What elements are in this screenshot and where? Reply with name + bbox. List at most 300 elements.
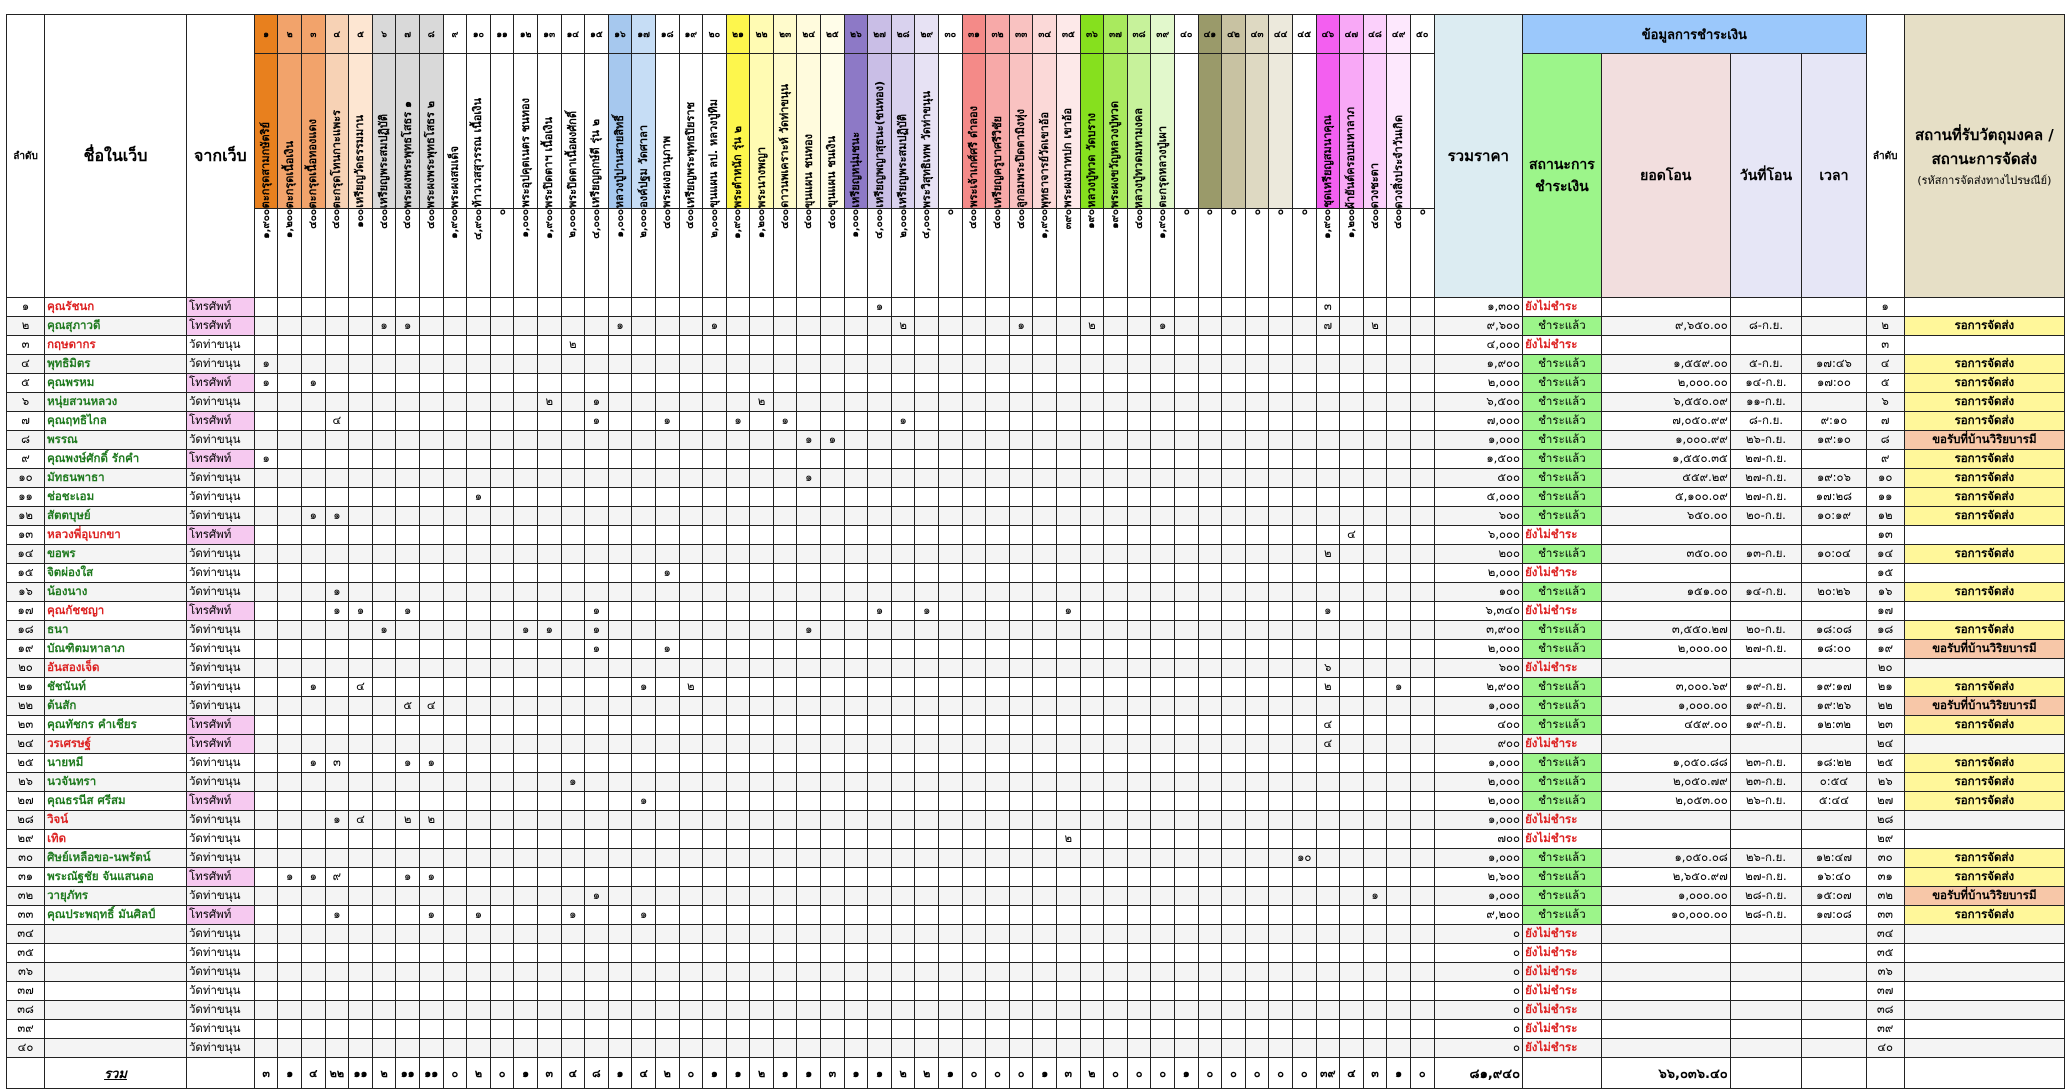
qty-cell[interactable] [962,621,986,640]
qty-cell[interactable] [1174,336,1198,355]
qty-cell[interactable] [585,735,609,754]
qty-cell[interactable] [915,640,939,659]
table-row[interactable] [7,1020,2065,1039]
qty-cell[interactable] [1080,963,1104,982]
row-time[interactable]: ๒๐:๒๖ [1802,583,1866,602]
row-pay-status[interactable]: ยังไม่ชำระ [1523,830,1602,849]
qty-cell[interactable] [632,526,656,545]
qty-cell[interactable] [726,1039,750,1058]
qty-cell[interactable] [915,583,939,602]
qty-cell[interactable] [396,583,420,602]
qty-cell[interactable] [703,811,727,830]
qty-cell[interactable] [1269,583,1293,602]
qty-cell[interactable] [1363,754,1387,773]
qty-cell[interactable] [1245,526,1269,545]
qty-cell[interactable] [372,678,396,697]
qty-cell[interactable] [1387,944,1411,963]
qty-cell[interactable] [868,507,892,526]
qty-cell[interactable] [1057,792,1081,811]
row-source[interactable]: โทรศัพท์ [186,298,254,317]
qty-cell[interactable] [962,735,986,754]
qty-cell[interactable] [632,317,656,336]
qty-cell[interactable] [1127,640,1151,659]
qty-cell[interactable] [467,564,491,583]
qty-cell[interactable] [585,716,609,735]
qty-cell[interactable] [1174,374,1198,393]
qty-cell[interactable] [1316,621,1340,640]
qty-cell[interactable] [278,944,302,963]
qty-cell[interactable] [915,735,939,754]
qty-cell[interactable] [537,602,561,621]
qty-cell[interactable] [1198,735,1222,754]
qty-cell[interactable] [750,298,774,317]
qty-cell[interactable] [278,355,302,374]
qty-cell[interactable] [608,735,632,754]
qty-cell[interactable] [419,583,443,602]
qty-cell[interactable] [703,906,727,925]
qty-cell[interactable] [302,564,326,583]
row-date[interactable] [1730,925,1801,944]
qty-cell[interactable] [986,1001,1010,1020]
qty-cell[interactable]: ๔ [1316,735,1340,754]
qty-cell[interactable] [1269,469,1293,488]
qty-cell[interactable] [962,545,986,564]
qty-cell[interactable] [1198,602,1222,621]
qty-cell[interactable] [514,298,538,317]
row-pay-status[interactable]: ยังไม่ชำระ [1523,963,1602,982]
qty-cell[interactable]: ๑ [797,431,821,450]
qty-cell[interactable] [585,849,609,868]
qty-cell[interactable] [608,773,632,792]
qty-cell[interactable] [750,906,774,925]
qty-cell[interactable] [537,507,561,526]
qty-cell[interactable] [608,583,632,602]
qty-cell[interactable] [396,621,420,640]
qty-cell[interactable] [419,773,443,792]
table-row[interactable] [7,792,2065,811]
qty-cell[interactable] [915,868,939,887]
qty-cell[interactable] [561,735,585,754]
row-date[interactable]: ๑๔-ก.ย. [1730,374,1801,393]
row-time[interactable] [1802,450,1866,469]
qty-cell[interactable] [891,621,915,640]
qty-cell[interactable] [349,640,373,659]
qty-cell[interactable] [1127,963,1151,982]
qty-cell[interactable] [1292,545,1316,564]
qty-cell[interactable] [915,450,939,469]
qty-cell[interactable] [1151,507,1175,526]
qty-cell[interactable] [1174,697,1198,716]
qty-cell[interactable] [1222,982,1246,1001]
row-date[interactable]: ๒๖-ก.ย. [1730,431,1801,450]
qty-cell[interactable] [962,906,986,925]
qty-cell[interactable] [773,507,797,526]
qty-cell[interactable] [1316,583,1340,602]
qty-cell[interactable] [490,450,514,469]
qty-cell[interactable] [585,545,609,564]
qty-cell[interactable] [632,754,656,773]
qty-cell[interactable] [986,507,1010,526]
qty-cell[interactable] [585,678,609,697]
qty-cell[interactable] [703,697,727,716]
qty-cell[interactable] [750,450,774,469]
qty-cell[interactable] [1080,355,1104,374]
qty-cell[interactable] [349,944,373,963]
qty-cell[interactable] [561,1001,585,1020]
qty-cell[interactable] [1387,849,1411,868]
qty-cell[interactable] [585,773,609,792]
qty-cell[interactable] [608,754,632,773]
qty-cell[interactable] [632,450,656,469]
qty-cell[interactable] [679,336,703,355]
row-pay-status[interactable]: ชำระแล้ว [1523,431,1602,450]
qty-cell[interactable] [962,336,986,355]
qty-cell[interactable] [1127,469,1151,488]
qty-cell[interactable] [679,887,703,906]
qty-cell[interactable] [1174,602,1198,621]
qty-cell[interactable] [302,925,326,944]
qty-cell[interactable] [1057,640,1081,659]
qty-cell[interactable] [655,811,679,830]
row-name[interactable]: ขอพร [45,545,187,564]
qty-cell[interactable] [962,298,986,317]
row-pay-status[interactable]: ชำระแล้ว [1523,640,1602,659]
qty-cell[interactable] [915,336,939,355]
qty-cell[interactable] [1127,1001,1151,1020]
qty-cell[interactable]: ๑ [1363,887,1387,906]
row-time[interactable] [1802,1020,1866,1039]
qty-cell[interactable] [632,868,656,887]
qty-cell[interactable] [278,773,302,792]
qty-cell[interactable] [773,564,797,583]
qty-cell[interactable] [585,355,609,374]
qty-cell[interactable] [939,469,963,488]
qty-cell[interactable] [1245,1039,1269,1058]
qty-cell[interactable]: ๑ [396,868,420,887]
qty-cell[interactable] [962,963,986,982]
qty-cell[interactable] [561,602,585,621]
qty-cell[interactable] [1245,868,1269,887]
qty-cell[interactable] [821,602,845,621]
qty-cell[interactable] [372,963,396,982]
row-name[interactable]: เทิด [45,830,187,849]
qty-cell[interactable] [1245,488,1269,507]
qty-cell[interactable] [868,374,892,393]
row-time[interactable]: ๑๗:๒๘ [1802,488,1866,507]
qty-cell[interactable] [1410,925,1434,944]
qty-cell[interactable]: ๑ [325,602,349,621]
row-name[interactable] [45,1020,187,1039]
qty-cell[interactable] [1080,298,1104,317]
qty-cell[interactable] [1057,469,1081,488]
qty-cell[interactable] [537,1001,561,1020]
row-ship-status[interactable]: รอการจัดส่ง [1904,450,2064,469]
qty-cell[interactable] [372,868,396,887]
qty-cell[interactable] [514,1039,538,1058]
qty-cell[interactable]: ๓ [1316,298,1340,317]
qty-cell[interactable] [325,374,349,393]
qty-cell[interactable] [325,1039,349,1058]
qty-cell[interactable] [1316,526,1340,545]
row-date[interactable]: ๒๗-ก.ย. [1730,868,1801,887]
qty-cell[interactable] [1340,697,1364,716]
qty-cell[interactable] [1033,906,1057,925]
qty-cell[interactable] [797,849,821,868]
qty-cell[interactable] [514,564,538,583]
row-date[interactable] [1730,336,1801,355]
row-date[interactable]: ๑๙-ก.ย. [1730,716,1801,735]
qty-cell[interactable] [821,469,845,488]
row-time[interactable] [1802,298,1866,317]
qty-cell[interactable] [325,697,349,716]
row-ship-status[interactable]: ขอรับที่บ้านวิริยบารมี [1904,640,2064,659]
qty-cell[interactable]: ๒ [1080,317,1104,336]
qty-cell[interactable] [1080,431,1104,450]
qty-cell[interactable] [467,792,491,811]
qty-cell[interactable] [1151,754,1175,773]
qty-cell[interactable] [585,697,609,716]
qty-cell[interactable] [1340,925,1364,944]
qty-cell[interactable] [915,298,939,317]
qty-cell[interactable] [514,792,538,811]
qty-cell[interactable] [773,1001,797,1020]
qty-cell[interactable] [1009,716,1033,735]
qty-cell[interactable] [467,298,491,317]
qty-cell[interactable]: ๑ [325,811,349,830]
qty-cell[interactable] [396,944,420,963]
qty-cell[interactable] [1222,545,1246,564]
qty-cell[interactable] [278,792,302,811]
row-time[interactable] [1802,944,1866,963]
qty-cell[interactable] [419,849,443,868]
qty-cell[interactable] [1269,754,1293,773]
qty-cell[interactable] [986,944,1010,963]
qty-cell[interactable] [939,298,963,317]
qty-cell[interactable] [939,887,963,906]
qty-cell[interactable] [278,564,302,583]
qty-cell[interactable] [1222,735,1246,754]
qty-cell[interactable] [537,298,561,317]
qty-cell[interactable] [655,450,679,469]
qty-cell[interactable] [1033,887,1057,906]
qty-cell[interactable] [1033,317,1057,336]
qty-cell[interactable] [1316,773,1340,792]
qty-cell[interactable] [396,773,420,792]
qty-cell[interactable] [891,868,915,887]
qty-cell[interactable] [1222,412,1246,431]
qty-cell[interactable] [797,773,821,792]
row-name[interactable]: มัทธนพาธา [45,469,187,488]
qty-cell[interactable] [703,298,727,317]
qty-cell[interactable] [1198,982,1222,1001]
row-source[interactable]: โทรศัพท์ [186,868,254,887]
qty-cell[interactable] [773,393,797,412]
qty-cell[interactable] [1269,412,1293,431]
qty-cell[interactable] [1245,412,1269,431]
qty-cell[interactable] [419,944,443,963]
qty-cell[interactable] [1198,507,1222,526]
qty-cell[interactable] [632,982,656,1001]
table-row[interactable] [7,1039,2065,1058]
qty-cell[interactable] [1057,507,1081,526]
qty-cell[interactable] [1057,716,1081,735]
qty-cell[interactable] [797,811,821,830]
row-pay-status[interactable]: ชำระแล้ว [1523,393,1602,412]
qty-cell[interactable] [750,697,774,716]
qty-cell[interactable] [891,1039,915,1058]
qty-cell[interactable] [962,583,986,602]
qty-cell[interactable] [797,507,821,526]
qty-cell[interactable] [396,526,420,545]
qty-cell[interactable] [773,317,797,336]
qty-cell[interactable] [632,887,656,906]
qty-cell[interactable] [986,811,1010,830]
qty-cell[interactable] [655,925,679,944]
qty-cell[interactable] [1292,982,1316,1001]
qty-cell[interactable] [537,754,561,773]
qty-cell[interactable] [1245,735,1269,754]
qty-cell[interactable] [1340,355,1364,374]
qty-cell[interactable] [1292,1039,1316,1058]
qty-cell[interactable]: ๔ [1316,716,1340,735]
row-date[interactable]: ๒๐-ก.ย. [1730,621,1801,640]
qty-cell[interactable] [915,412,939,431]
qty-cell[interactable] [962,469,986,488]
qty-cell[interactable] [1340,716,1364,735]
qty-cell[interactable] [1410,298,1434,317]
qty-cell[interactable] [726,488,750,507]
qty-cell[interactable] [325,659,349,678]
qty-cell[interactable] [254,336,278,355]
qty-cell[interactable] [443,868,467,887]
qty-cell[interactable] [1198,317,1222,336]
qty-cell[interactable] [773,868,797,887]
qty-cell[interactable] [537,697,561,716]
qty-cell[interactable] [1222,621,1246,640]
qty-cell[interactable] [1009,982,1033,1001]
qty-cell[interactable] [1198,374,1222,393]
qty-cell[interactable] [1269,355,1293,374]
qty-cell[interactable] [1127,773,1151,792]
qty-cell[interactable] [1057,754,1081,773]
qty-cell[interactable] [655,526,679,545]
qty-cell[interactable] [1340,659,1364,678]
row-source[interactable]: วัดท่าขนุน [186,754,254,773]
qty-cell[interactable] [679,716,703,735]
qty-cell[interactable] [278,1001,302,1020]
qty-cell[interactable] [585,1001,609,1020]
qty-cell[interactable] [655,1001,679,1020]
qty-cell[interactable] [891,716,915,735]
qty-cell[interactable] [939,602,963,621]
qty-cell[interactable] [467,868,491,887]
qty-cell[interactable] [1222,887,1246,906]
qty-cell[interactable] [1245,393,1269,412]
qty-cell[interactable]: ๑ [396,754,420,773]
qty-cell[interactable] [254,830,278,849]
qty-cell[interactable] [1080,830,1104,849]
qty-cell[interactable] [1387,792,1411,811]
qty-cell[interactable] [1198,849,1222,868]
qty-cell[interactable] [844,982,868,1001]
qty-cell[interactable] [1410,811,1434,830]
qty-cell[interactable] [891,640,915,659]
qty-cell[interactable] [962,355,986,374]
qty-cell[interactable] [372,488,396,507]
qty-cell[interactable] [1410,887,1434,906]
qty-cell[interactable] [962,925,986,944]
qty-cell[interactable] [1222,298,1246,317]
qty-cell[interactable] [302,1039,326,1058]
row-time[interactable]: ๑๐:๑๙ [1802,507,1866,526]
qty-cell[interactable] [1363,431,1387,450]
qty-cell[interactable] [679,621,703,640]
qty-cell[interactable] [396,564,420,583]
qty-cell[interactable] [1340,317,1364,336]
qty-cell[interactable] [655,773,679,792]
qty-cell[interactable] [278,887,302,906]
qty-cell[interactable]: ๒ [1363,317,1387,336]
qty-cell[interactable] [419,412,443,431]
qty-cell[interactable] [1363,298,1387,317]
qty-cell[interactable] [868,678,892,697]
qty-cell[interactable] [1245,830,1269,849]
qty-cell[interactable] [797,450,821,469]
qty-cell[interactable] [490,488,514,507]
qty-cell[interactable]: ๒ [561,336,585,355]
qty-cell[interactable] [561,298,585,317]
qty-cell[interactable] [939,849,963,868]
row-name[interactable]: คุณฤทธิไกล [45,412,187,431]
row-source[interactable]: โทรศัพท์ [186,526,254,545]
qty-cell[interactable] [443,298,467,317]
qty-cell[interactable] [1269,374,1293,393]
qty-cell[interactable] [419,659,443,678]
qty-cell[interactable] [419,393,443,412]
row-amount[interactable]: ๔๕๙.๐๐ [1601,716,1730,735]
qty-cell[interactable] [608,374,632,393]
qty-cell[interactable] [986,659,1010,678]
qty-cell[interactable] [443,640,467,659]
qty-cell[interactable] [1340,298,1364,317]
qty-cell[interactable] [1340,374,1364,393]
row-name[interactable]: พุทธิมิตร [45,355,187,374]
qty-cell[interactable] [1269,849,1293,868]
qty-cell[interactable] [1222,469,1246,488]
qty-cell[interactable] [278,811,302,830]
qty-cell[interactable] [608,526,632,545]
qty-cell[interactable] [490,716,514,735]
qty-cell[interactable] [1033,374,1057,393]
qty-cell[interactable] [655,982,679,1001]
qty-cell[interactable] [1151,393,1175,412]
qty-cell[interactable] [1080,602,1104,621]
qty-cell[interactable] [1174,1020,1198,1039]
qty-cell[interactable]: ๑ [608,317,632,336]
qty-cell[interactable] [1009,830,1033,849]
qty-cell[interactable] [1269,735,1293,754]
row-amount[interactable]: ๒,๐๕๐.๗๙ [1601,773,1730,792]
qty-cell[interactable] [844,583,868,602]
qty-cell[interactable] [703,469,727,488]
qty-cell[interactable] [868,336,892,355]
qty-cell[interactable] [514,716,538,735]
row-time[interactable]: ๕:๔๔ [1802,792,1866,811]
qty-cell[interactable] [821,906,845,925]
row-source[interactable]: วัดท่าขนุน [186,849,254,868]
qty-cell[interactable] [703,849,727,868]
qty-cell[interactable]: ๑๐ [1292,849,1316,868]
